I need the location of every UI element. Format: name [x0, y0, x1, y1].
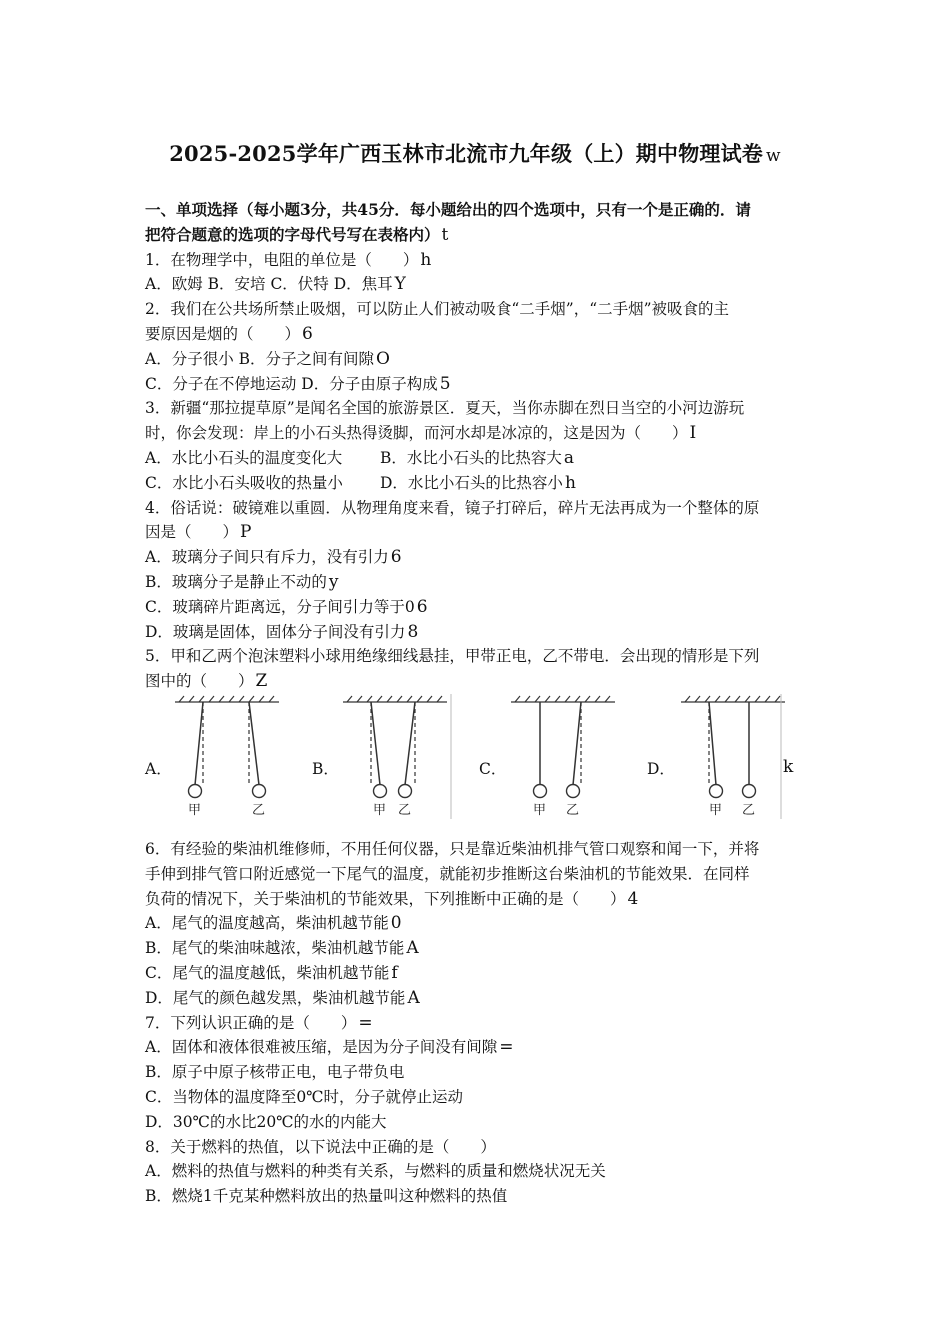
- q5-stem-line2: [145, 669, 810, 694]
- q4-option-b-tail: y: [328, 571, 339, 592]
- q5-label-a: A．: [145, 759, 172, 778]
- q6-option-c: [145, 961, 810, 986]
- q2-options-cd: [145, 372, 810, 397]
- q7-option-d: D．30℃的水比20℃的水的内能大: [145, 1112, 387, 1131]
- q1-stem: [145, 248, 810, 273]
- q3-option-d-tail: h: [564, 472, 576, 493]
- q5-label-c: C．: [479, 759, 507, 778]
- q8-stem: 8．关于燃料的热值，以下说法中正确的是（ ）: [145, 1137, 496, 1156]
- q4-option-b: [145, 570, 810, 595]
- exam-title-tail: w: [766, 146, 781, 166]
- q1-options-tail: Y: [394, 274, 406, 295]
- q6-stem-line2: 手伸到排气管口附近感觉一下尾气的温度，就能初步推断这台柴油机的节能效果．在同样: [145, 864, 750, 883]
- section-heading-line1: 一、单项选择（每小题3分，共45分．每小题给出的四个选项中，只有一个是正确的．请: [145, 200, 751, 219]
- q4-option-b-text: B．玻璃分子是静止不动的: [145, 572, 327, 591]
- q3-stem-tail: I: [689, 423, 697, 444]
- q1-stem-text: 1．在物理学中，电阻的单位是（ ）: [145, 250, 419, 269]
- q7-option-c: C．当物体的温度降至0℃时，分子就停止运动: [145, 1087, 464, 1106]
- q4-option-d-text: D．玻璃是固体，固体分子间没有引力: [145, 622, 406, 641]
- q4-option-a: [145, 545, 810, 570]
- q1-options-text: A．欧姆 B．安培 C．伏特 D．焦耳: [145, 275, 393, 294]
- q5-figure-a: [167, 694, 287, 819]
- q3-stem-line2-text: 时，你会发现：岸上的小石头热得烫脚，而河水却是冰凉的，这是因为（ ）: [145, 424, 688, 443]
- q6-option-b-text: B．尾气的柴油味越浓，柴油机越节能: [145, 939, 405, 958]
- q3-options-ab: [145, 446, 810, 471]
- q4-option-a-tail: 6: [390, 547, 402, 568]
- q4-option-c: [145, 595, 810, 620]
- q5-c-ball-right-label: 乙: [566, 802, 580, 818]
- q4-stem-line2-text: 因是（ ）: [145, 523, 239, 542]
- q6-stem-line3-text: 负荷的情况下，关于柴油机的节能效果，下列推断中正确的是（ ）: [145, 889, 626, 908]
- q5-a-ball-left-label: 甲: [188, 802, 202, 818]
- exam-title: [0, 138, 950, 168]
- q6-option-c-text: C．尾气的温度越低，柴油机越节能: [145, 963, 390, 982]
- q7-option-a: [145, 1035, 810, 1060]
- q6-stem-line3: [145, 887, 810, 912]
- q8-option-a: A．燃料的热值与燃料的种类有关系，与燃料的质量和燃烧状况无关: [145, 1162, 606, 1181]
- q1-options: [145, 272, 810, 297]
- q6-option-d-tail: A: [407, 987, 420, 1008]
- q4-option-c-text: C．玻璃碎片距离远，分子间引力等于0: [145, 597, 415, 616]
- q5-d-ball-right-label: 乙: [742, 802, 756, 818]
- q5-spacer: [145, 829, 810, 837]
- q3-stem-line2: [145, 421, 810, 446]
- q1-stem-tail: h: [420, 249, 432, 270]
- q7-stem-text: 7．下列认识正确的是（ ）: [145, 1013, 357, 1032]
- q3-stem-line1: 3．新疆“那拉提草原”是闻名全国的旅游景区．夏天，当你赤脚在烈日当空的小河边游玩: [145, 399, 745, 418]
- q5-figure-c: [503, 694, 623, 819]
- q6-option-d-text: D．尾气的颜色越发黑，柴油机越节能: [145, 988, 406, 1007]
- exam-title-text: 2025-2025学年广西玉林市北流市九年级（上）期中物理试卷: [169, 141, 764, 166]
- q6-option-c-tail: f: [391, 962, 398, 983]
- q4-option-d: [145, 620, 810, 645]
- q6-option-a: [145, 911, 810, 936]
- q5-label-d: D．: [647, 759, 675, 778]
- q3-option-b: [380, 446, 574, 471]
- q2-options-ab: [145, 347, 810, 372]
- q7-option-b: B．原子中原子核带正电，电子带负电: [145, 1063, 405, 1082]
- q5-c-ball-left-label: 甲: [533, 802, 547, 818]
- q4-stem-line1: 4．俗话说：破镜难以重圆．从物理角度来看，镜子打碎后，碎片无法再成为一个整体的原: [145, 498, 760, 517]
- q3-option-b-text: B．水比小石头的比热容大: [380, 448, 562, 467]
- q5-d-ball-left-label: 甲: [709, 802, 723, 818]
- q5-stem-tail: Z: [255, 671, 268, 692]
- q3-option-d: [380, 471, 576, 496]
- q4-option-a-text: A．玻璃分子间只有斥力，没有引力: [145, 548, 389, 567]
- q5-b-ball-left-label: 甲: [373, 802, 387, 818]
- exam-content: [145, 198, 810, 1209]
- q2-options-cd-text: C．分子在不停地运动 D．分子由原子构成: [145, 374, 438, 393]
- q6-option-a-tail: 0: [390, 913, 402, 934]
- q5-figure-d: [673, 694, 793, 819]
- q4-stem-line2: [145, 520, 810, 545]
- q5-stem-line1: 5．甲和乙两个泡沫塑料小球用绝缘细线悬挂，甲带正电，乙不带电．会出现的情形是下列: [145, 647, 760, 666]
- q4-option-d-tail: 8: [407, 621, 419, 642]
- q3-option-b-tail: a: [563, 447, 575, 468]
- q2-stem-line2-text: 要原因是烟的（ ）: [145, 324, 301, 343]
- q7-stem-tail: =: [358, 1012, 373, 1033]
- q2-stem-line2: [145, 322, 810, 347]
- section-heading-line2: [145, 223, 810, 248]
- q8-option-b: B．燃烧1千克某种燃料放出的热量叫这种燃料的热值: [145, 1187, 508, 1206]
- q4-option-c-tail: 6: [416, 596, 428, 617]
- q5-a-ball-right-label: 乙: [252, 802, 266, 818]
- q3-option-a: A．水比小石头的温度变化大: [145, 448, 343, 467]
- q2-options-ab-text: A．分子很小 B．分子之间有间隙: [145, 349, 375, 368]
- q3-option-d-text: D．水比小石头的比热容小: [380, 473, 563, 492]
- q5-b-ball-right-label: 乙: [398, 802, 412, 818]
- q6-option-a-text: A．尾气的温度越高，柴油机越节能: [145, 914, 389, 933]
- q7-option-a-text: A．固体和液体很难被压缩，是因为分子间没有间隙: [145, 1038, 498, 1057]
- q6-option-d: [145, 986, 810, 1011]
- q3-options-cd: [145, 471, 810, 496]
- q5-label-b: B．: [312, 759, 339, 778]
- q3-option-c: C．水比小石头吸收的热量小: [145, 473, 343, 492]
- q6-stem-line1: 6．有经验的柴油机维修师，不用任何仪器，只是靠近柴油机排气管口观察和闻一下，并将: [145, 839, 760, 858]
- q6-option-b-tail: A: [406, 938, 419, 959]
- section-heading-tail: t: [441, 224, 449, 245]
- q6-stem-tail: 4: [627, 888, 639, 909]
- q2-options-cd-tail: 5: [439, 373, 451, 394]
- q2-stem-tail: 6: [302, 323, 313, 344]
- q4-stem-tail: P: [240, 522, 252, 543]
- q5-figure-tail: k: [783, 756, 794, 777]
- q6-option-b: [145, 936, 810, 961]
- q7-stem: [145, 1011, 810, 1036]
- q5-figure-b: [335, 694, 455, 819]
- q7-option-a-tail: =: [499, 1037, 514, 1058]
- q2-stem-line1: 2．我们在公共场所禁止吸烟，可以防止人们被动吸食“二手烟”，“二手烟”被吸食的主: [145, 300, 730, 319]
- q5-figures: [145, 694, 810, 829]
- section-heading-text: 把符合题意的选项的字母代号写在表格内）: [145, 224, 440, 244]
- q5-stem-line2-text: 图中的（ ）: [145, 672, 254, 691]
- q2-options-ab-tail: O: [376, 348, 390, 369]
